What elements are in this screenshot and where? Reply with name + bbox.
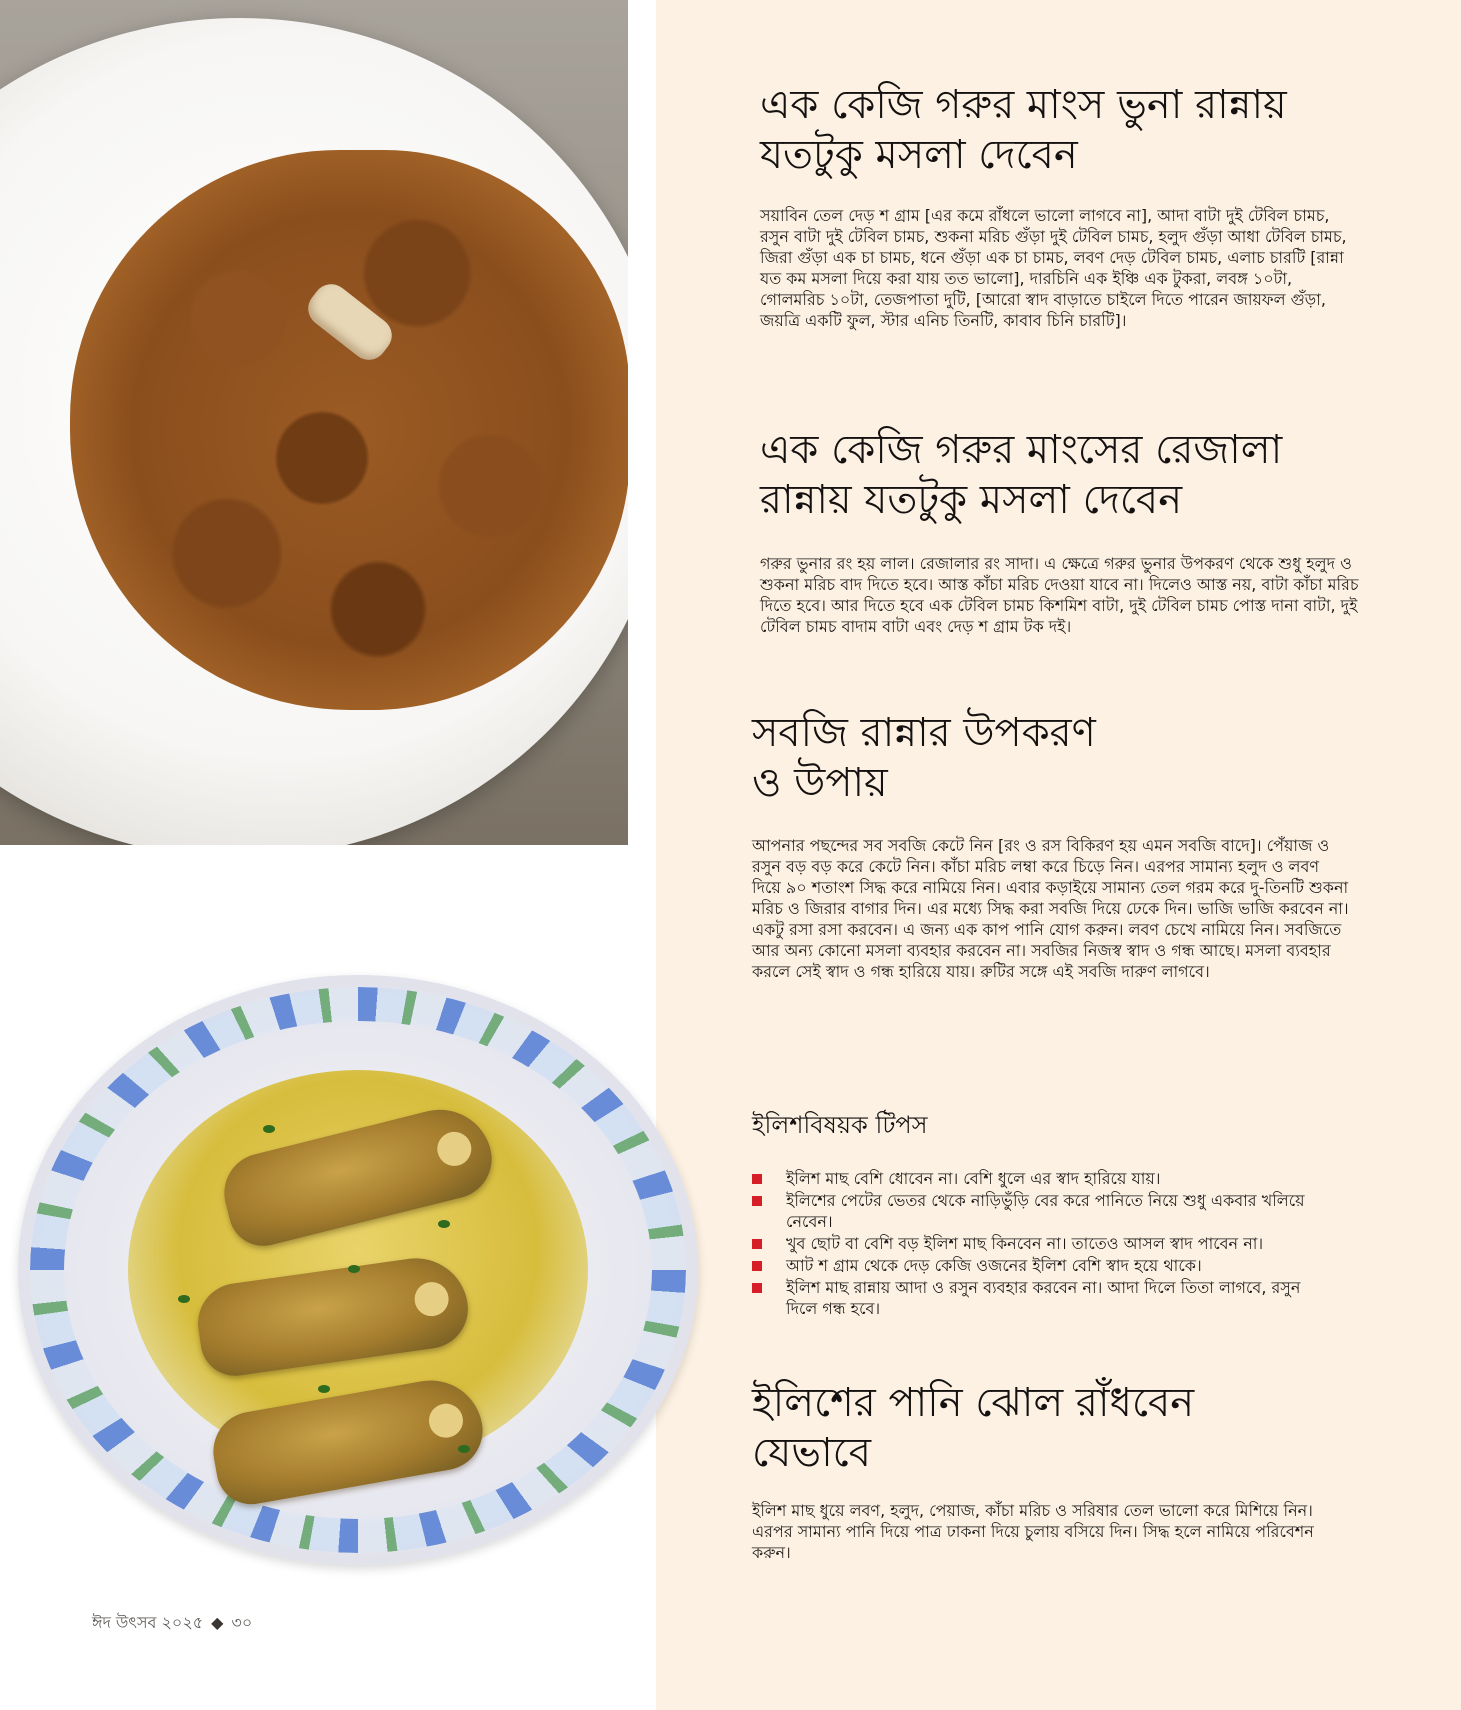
hilsa-jhol-title xyxy=(752,1378,1392,1478)
bullet-square-icon xyxy=(752,1174,762,1184)
page-footer xyxy=(92,1610,252,1637)
beef-rezala-title-line2: রান্নায় যতটুকু মসলা দেবেন xyxy=(760,477,1183,523)
tip-text: আট শ গ্রাম থেকে দেড় কেজি ওজনের ইলিশ বেশি স্বাদ হয়ে থাকে। xyxy=(786,1256,1202,1275)
hilsa-jhol-title-line2: যেভাবে xyxy=(752,1430,872,1476)
bullet-square-icon xyxy=(752,1196,762,1206)
list-item xyxy=(752,1233,1332,1254)
vegetable-body: আপনার পছন্দের সব সবজি কেটে নিন [রং ও রস বিকিরণ হয় এমন সবজি বাদে]। পেঁয়াজ ও রসুন বড় বড় করে কেটে নিন। কাঁচা মরিচ লম্বা করে চিড়ে নিন। এরপর সামান্য হলুদ ও লবণ দিয়ে ৯০ শতাংশ সিদ্ধ করে নামিয়ে নিন। এবার কড়াইয়ে সামান্য তেল গরম করে দু-তিনটি শুকনা মরিচ ও জিরার বাগার দিন। এর মধ্যে সিদ্ধ করা সবজি দিয়ে ঢেকে দিন। ভাজি ভাজি করবেন না। একটু রসা রসা করবেন। এ জন্য এক কাপ পানি যোগ করুন। লবণ চেখে নামিয়ে নিন। সবজিতে আর অন্য কোনো মসলা ব্যবহার করবেন না। সবজির নিজস্ব স্বাদ ও গন্ধ আছে। মসলা ব্যবহার করলে সেই স্বাদ ও গন্ধ হারিয়ে যায়। রুটির সঙ্গে এই সবজি দারুণ লাগবে। xyxy=(752,836,1349,981)
beef-bhuna-title xyxy=(760,80,1400,180)
hilsa-tips-title: ইলিশবিষয়ক টিপস xyxy=(752,1111,928,1139)
vegetable-title xyxy=(752,708,1392,808)
coriander-leaf xyxy=(178,1295,190,1303)
diamond-separator-icon: ◆ xyxy=(211,1613,224,1632)
page-number: ৩০ xyxy=(231,1613,253,1632)
hilsa-jhol-body: ইলিশ মাছ ধুয়ে লবণ, হলুদ, পেয়াজ, কাঁচা মরিচ ও সরিষার তেল ভালো করে মিশিয়ে নিন। এরপর সামান্য পানি দিয়ে পাত্র ঢাকনা দিয়ে চুলায় বসিয়ে দিন। সিদ্ধ হলে নামিয়ে পরিবেশন করুন। xyxy=(752,1501,1314,1562)
vegetable-title-line2: ও উপায় xyxy=(752,760,888,806)
beef-bhuna-title-line2: যতটুকু মসলা দেবেন xyxy=(760,132,1078,178)
beef-rezala-title xyxy=(760,425,1400,525)
list-item xyxy=(752,1168,1332,1189)
coriander-leaf xyxy=(438,1220,450,1228)
publication-name: ঈদ উৎসব ২০২৫ xyxy=(92,1613,204,1632)
bullet-square-icon xyxy=(752,1261,762,1271)
beef-curry xyxy=(70,150,628,710)
bullet-square-icon xyxy=(752,1283,762,1293)
hilsa-jhol-title-line1: ইলিশের পানি ঝোল রাঁধবেন xyxy=(752,1380,1195,1426)
coriander-leaf xyxy=(318,1385,330,1393)
beef-rezala-title-line1: এক কেজি গরুর মাংসের রেজালা xyxy=(760,427,1283,473)
tip-text: ইলিশ মাছ রান্নায় আদা ও রসুন ব্যবহার করবেন না। আদা দিলে তিতা লাগবে, রসুন দিলে গন্ধ হবে। xyxy=(786,1278,1301,1318)
hilsa-tips-list xyxy=(752,1168,1332,1320)
coriander-leaf xyxy=(348,1265,360,1273)
list-item xyxy=(752,1190,1332,1232)
coriander-leaf xyxy=(263,1125,275,1133)
beef-curry-photo xyxy=(0,0,628,845)
tip-text: ইলিশের পেটের ভেতর থেকে নাড়িভুঁড়ি বের করে পানিতে নিয়ে শুধু একবার খলিয়ে নেবেন। xyxy=(786,1191,1305,1231)
beef-bhuna-body: সয়াবিন তেল দেড় শ গ্রাম [এর কমে রাঁধলে ভালো লাগবে না], আদা বাটা দুই টেবিল চামচ, রসুন বাটা দুই টেবিল চামচ, শুকনা মরিচ গুঁড়া দুই টেবিল চামচ, হলুদ গুঁড়া আধা টেবিল চামচ, জিরা গুঁড়া এক চা চামচ, ধনে গুঁড়া এক চা চামচ, লবণ দেড় টেবিল চামচ, এলাচ চারটি [রান্না যত কম মসলা দিয়ে করা যায় তত ভালো], দারচিনি এক ইঞ্চি এক টুকরা, লবঙ্গ ১০টা, গোলমরিচ ১০টা, তেজপাতা দুটি, [আরো স্বাদ বাড়াতে চাইলে দিতে পারেন জায়ফল গুঁড়া, জয়ত্রি একটি ফুল, স্টার এনিচ তিনটি, কাবাব চিনি চারটি]। xyxy=(760,206,1347,330)
coriander-leaf xyxy=(458,1445,470,1453)
bullet-square-icon xyxy=(752,1239,762,1249)
vegetable-title-line1: সবজি রান্নার উপকরণ xyxy=(752,710,1096,756)
list-item xyxy=(752,1255,1332,1276)
list-item xyxy=(752,1277,1332,1319)
hilsa-curry-photo xyxy=(18,975,698,1565)
tip-text: ইলিশ মাছ বেশি ধোবেন না। বেশি ধুলে এর স্বাদ হারিয়ে যায়। xyxy=(786,1169,1161,1188)
beef-rezala-body: গরুর ভুনার রং হয় লাল। রেজালার রং সাদা। এ ক্ষেত্রে গরুর ভুনার উপকরণ থেকে শুধু হলুদ ও শুকনা মরিচ বাদ দিতে হবে। আস্ত কাঁচা মরিচ দেওয়া যাবে না। দিলেও আস্ত নয়, বাটা কাঁচা মরিচ দিতে হবে। আর দিতে হবে এক টেবিল চামচ কিশমিশ বাটা, দুই টেবিল চামচ পোস্ত দানা বাটা, দুই টেবিল চামচ বাদাম বাটা এবং দেড় শ গ্রাম টক দই। xyxy=(760,554,1359,636)
beef-bhuna-title-line1: এক কেজি গরুর মাংস ভুনা রান্নায় xyxy=(760,82,1287,128)
tip-text: খুব ছোট বা বেশি বড় ইলিশ মাছ কিনবেন না। তাতেও আসল স্বাদ পাবেন না। xyxy=(786,1234,1264,1253)
